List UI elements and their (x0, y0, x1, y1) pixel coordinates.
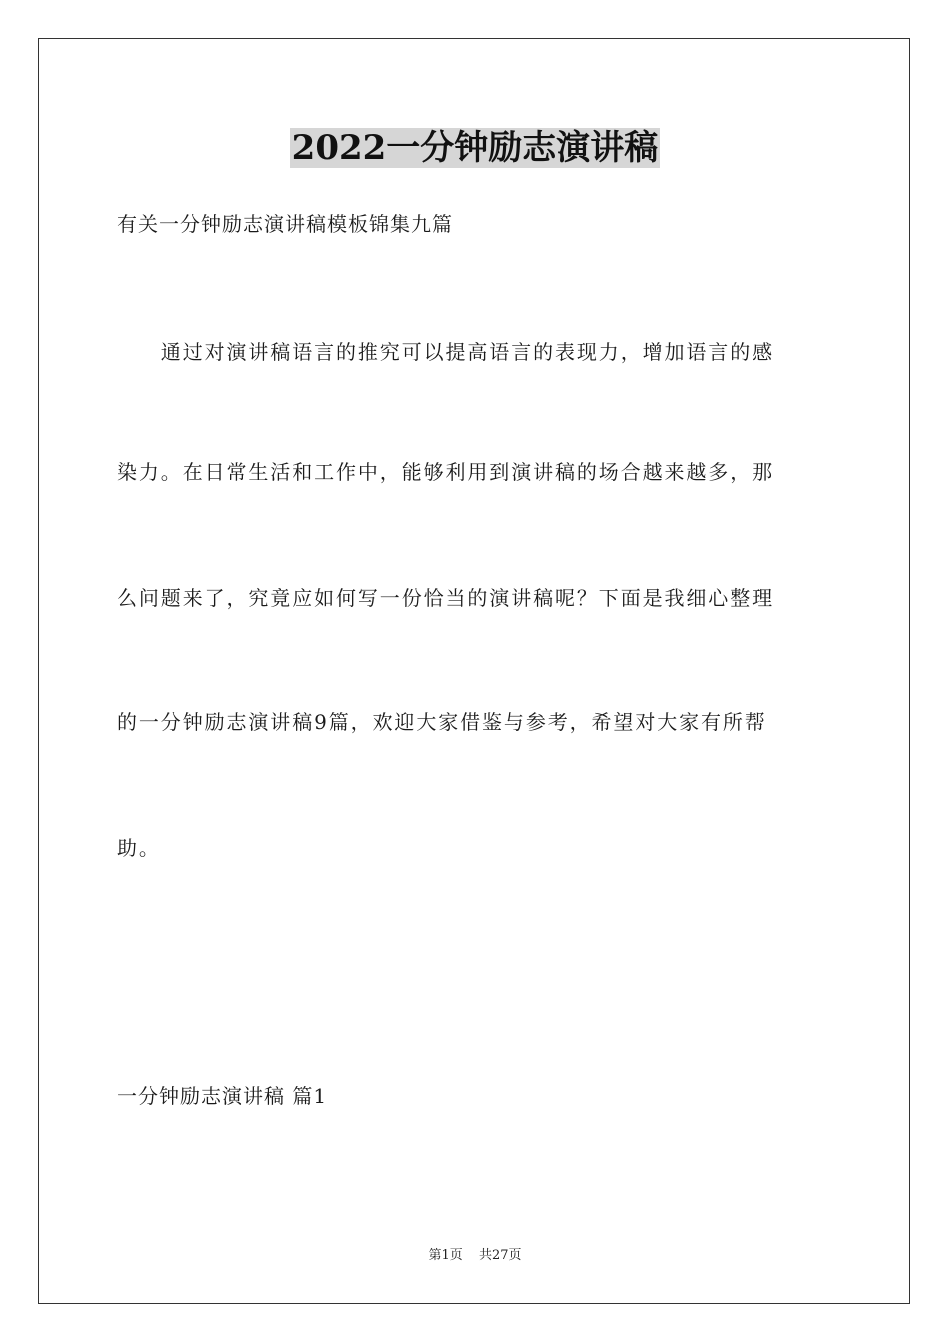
document-title: 2022一分钟励志演讲稿 (291, 128, 659, 168)
page-number: 第1页 (428, 1248, 463, 1263)
intro-line: 助。 (117, 836, 161, 860)
page-total: 共27页 (478, 1248, 522, 1263)
intro-line: 的一分钟励志演讲稿9篇，欢迎大家借鉴与参考，希望对大家有所帮 (117, 710, 767, 734)
intro-line: 么问题来了，究竟应如何写一份恰当的演讲稿呢？下面是我细心整理 (117, 586, 774, 610)
intro-line: 染力。在日常生活和工作中，能够利用到演讲稿的场合越来越多，那 (117, 460, 774, 484)
title-container (0, 128, 950, 168)
section-heading: 一分钟励志演讲稿 篇1 (117, 1084, 328, 1108)
document-subtitle: 有关一分钟励志演讲稿模板锦集九篇 (117, 212, 453, 236)
page-footer (0, 1247, 950, 1265)
intro-line: 通过对演讲稿语言的推究可以提高语言的表现力，增加语言的感 (117, 340, 774, 364)
